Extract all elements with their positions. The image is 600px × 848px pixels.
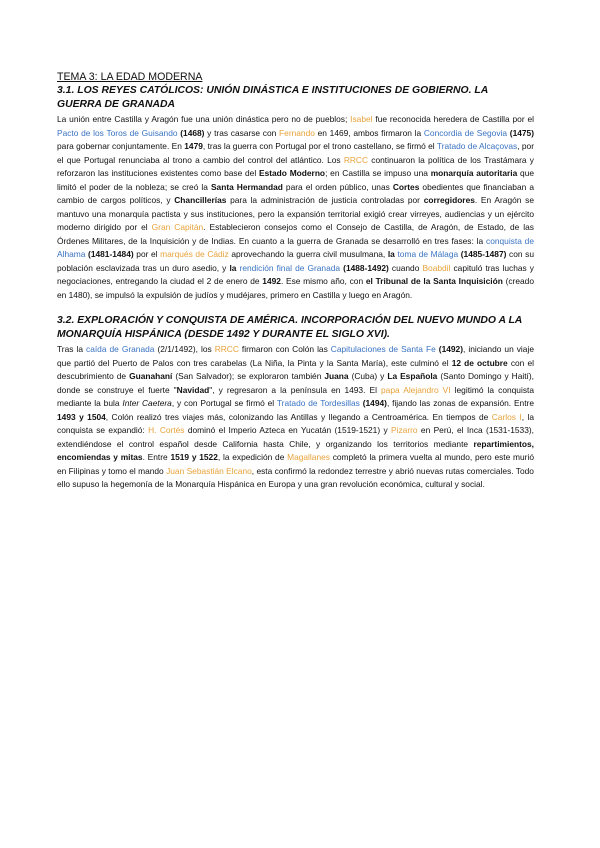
text-run: (San Salvador); se exploraron también — [172, 371, 325, 381]
text-run: Cortes — [392, 181, 420, 192]
text-run: marqués de Cádiz — [160, 249, 229, 259]
text-run: , la conquista se expandió: — [57, 411, 534, 435]
text-run: repartimientos, encomiendas y mitas — [57, 438, 534, 462]
text-run: 1492 — [262, 276, 281, 286]
text-run: y tras casarse con — [204, 127, 280, 138]
text-run: Carlos I — [491, 411, 522, 422]
text-run: . En Aragón se mantuvo una monarquía pactista y sus instituciones, pero la expansión territorial exigió crear virreyes, audiencias y un ejército moderno dirigido por el — [57, 195, 534, 232]
text-run: (creado en 1480), se impulsó la expulsión de judíos y mudéjares, primero en Castilla y luego en Aragón. — [57, 276, 534, 300]
text-run: (1468) — [177, 127, 205, 138]
text-run: Juana — [324, 371, 349, 381]
text-run: la — [387, 249, 395, 259]
text-run: Chancillerías — [174, 195, 227, 205]
text-run: (2/1/1492), los — [154, 344, 215, 354]
text-run: , y con Portugal se firmó el — [171, 398, 277, 408]
text-run: Estado Moderno — [258, 168, 326, 178]
text-run: conquista de Alhama — [57, 235, 534, 259]
text-run: 12 de octubre — [451, 357, 508, 368]
section-gap — [57, 302, 534, 314]
text-run: aprovechando la guerra civil musulmana, — [228, 249, 388, 259]
text-run: Tratado de Tordesillas — [276, 398, 360, 408]
text-run: Magallanes — [287, 452, 330, 462]
text-run: la — [229, 262, 237, 273]
section-2-title: 3.2. EXPLORACIÓN Y CONQUISTA DE AMÉRICA. INCORPORACIÓN DEL NUEVO MUNDO A LA MONARQUÍA HISPÁNICA (DESDE 1492 Y DURANTE EL SIGLO XVI). — [57, 315, 522, 340]
section-1-body — [57, 113, 534, 302]
text-run: fue reconocida heredera de Castilla por el — [372, 114, 534, 124]
text-run: , tras la guerra con Portugal por el trono castellano, se firmó el — [202, 141, 437, 151]
text-run: Pizarro — [391, 425, 418, 435]
text-run: para gobernar conjuntamente. En — [57, 141, 185, 151]
text-run: legitimó la conquista mediante la bula — [57, 384, 534, 408]
text-run: ", y regresaron a la península en 1493. El — [209, 384, 381, 395]
text-run: , por el que Portugal renunciaba al trono a cambio del control del atlántico. Los — [57, 141, 534, 165]
text-run: (1494) — [359, 398, 387, 408]
text-run: Gran Capitán — [151, 222, 204, 232]
section-1-title: 3.1. LOS REYES CATÓLICOS: UNIÓN DINÁSTICA E INSTITUCIONES DE GOBIERNO. LA GUERRA DE GRANADA — [57, 85, 488, 110]
text-run: , Colón realizó tres viajes más, colonizando las Antillas y llegando a Centroamérica. En tiempos de — [105, 411, 492, 422]
text-run: , esta confirmó la redondez terrestre y abrió nuevas rutas comerciales. Todo ello supuso la hegemonía de la Monarquía Hispánica en Europa y una gran revolución económica, cultural y social. — [57, 465, 534, 489]
text-run: por el — [133, 249, 161, 259]
text-run: 1519 y 1522 — [170, 452, 218, 462]
text-run: Pacto de los Toros de Guisando — [57, 127, 178, 138]
text-run: RRCC — [214, 344, 239, 354]
text-run: papa Alejandro VI — [381, 384, 451, 395]
text-run: La unión entre Castilla y Aragón fue una unión dinástica pero no de pueblos; — [57, 114, 351, 124]
text-run: (1475) — [507, 127, 534, 138]
text-run: continuaron la política de los Trastámara y reforzaron las instituciones existentes como base del — [57, 154, 534, 178]
text-run: RRCC — [343, 154, 369, 165]
text-run: firmaron con Colón las — [238, 344, 331, 354]
text-run: (1485-1487) — [458, 249, 507, 259]
text-run: Tras la — [57, 344, 86, 354]
text-run: Tratado de Alcaçovas — [436, 141, 518, 151]
text-run: para el orden público, unas — [282, 181, 393, 192]
text-run: en Perú, el Inca (1531-1533), extendiéndose el control español desde California hasta Chile, y organizando los territorios mediante — [57, 425, 534, 449]
text-run: Inter Caetera — [122, 398, 172, 408]
text-run: (1481-1484) — [85, 249, 134, 259]
text-run: el Tribunal de la Santa Inquisición — [365, 276, 503, 286]
text-run: , fijando las zonas de expansión. Entre — [386, 398, 534, 408]
page-title: TEMA 3: LA EDAD MODERNA — [57, 71, 203, 83]
text-run: . Ese mismo año, con — [280, 276, 366, 286]
text-run: , iniciando un viaje que partió del Puerto de Palos con tres carabelas (La Niña, la Pinta y la Santa María), este culminó el — [57, 344, 534, 368]
text-run: (Cuba) y — [348, 371, 388, 381]
text-run: La Española — [387, 371, 438, 381]
text-run: Isabel — [350, 114, 373, 124]
text-run: Santa Hermandad — [210, 181, 283, 192]
text-run: (1492) — [435, 344, 463, 354]
text-run: . Entre — [142, 452, 171, 462]
text-run: , la expedición de — [217, 452, 288, 462]
text-run: 1493 y 1504 — [57, 411, 106, 422]
text-run: Capitulaciones de Santa Fe — [330, 344, 436, 354]
text-run: Boabdil — [422, 262, 451, 273]
text-run: (Santo Domingo y Haití), donde se construye el fuerte " — [57, 371, 534, 395]
text-run: obedientes que financiaban a cambio de cargos políticos, y — [57, 181, 534, 205]
text-run: capituló tras luchas y negociaciones, entregando la ciudad el 2 de enero de — [57, 262, 534, 286]
text-run: completó la primera vuelta al mundo, pero este murió en Filipinas y tomo el mando — [57, 452, 534, 476]
text-run: con su población esclavizada tras un duro asedio, y — [57, 249, 534, 273]
text-run: Guanahaní — [129, 371, 173, 381]
text-run: 1479 — [184, 141, 203, 151]
text-run: monarquía autoritaria — [430, 168, 518, 178]
text-run: en 1469, ambos firmaron la — [314, 127, 424, 138]
text-run: cuando — [388, 262, 423, 273]
text-run: toma de Málaga — [397, 249, 459, 259]
text-run: H. Cortés — [148, 425, 185, 435]
text-run: corregidores — [423, 195, 475, 205]
text-run: Navidad — [176, 384, 210, 395]
text-run: . Establecieron consejos como el Consejo de Castilla, de Aragón, de Estado, de las Órdenes Militares, de la Inquisición y de Indias. En cuanto a la guerra de Granada se desarrolló en tres fases: la — [57, 222, 534, 246]
text-run: caída de Granada — [86, 344, 155, 354]
section-2-body — [57, 343, 534, 492]
text-run: Concordia de Segovia — [423, 127, 508, 138]
text-run: (1488-1492) — [340, 262, 389, 273]
text-run: ; en Castilla se impuso una — [325, 168, 431, 178]
text-run: que limitó el poder de la nobleza; se creó la — [57, 168, 535, 192]
text-run: con el descubrimiento de — [57, 357, 534, 381]
document-content — [57, 71, 534, 492]
text-run: para la administración de justicia controladas por — [226, 195, 424, 205]
text-run: Fernando — [279, 127, 315, 138]
text-run: dominó el Imperio Azteca en Yucatán (1519-1521) y — [184, 425, 392, 435]
text-run: rendición final de Granada — [239, 262, 341, 273]
text-run: Juan Sebastián Elcano — [166, 465, 252, 476]
